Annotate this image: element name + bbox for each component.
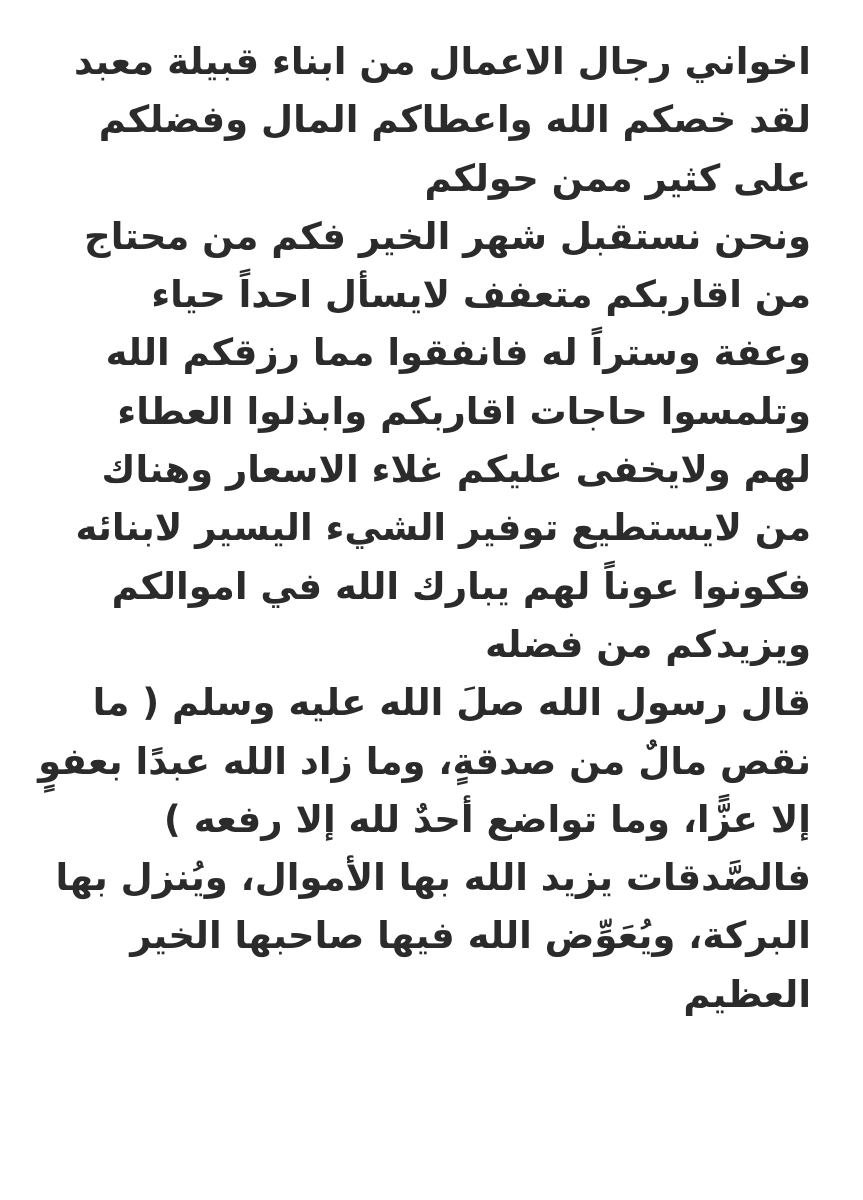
message-body — [21, 33, 811, 1024]
text-line: إلا عزًّا، وما تواضع أحدٌ لله إلا رفعه ) — [163, 797, 811, 841]
text-line: من اقاربكم متعفف لايسأل احداً حياء — [151, 273, 811, 317]
text-line: لقد خصكم الله واعطاكم المال وفضلكم — [98, 98, 811, 142]
text-line: على كثير ممن حولكم — [424, 156, 811, 200]
text-line: العظيم — [683, 972, 811, 1016]
cropped-heading — [238, 0, 618, 8]
text-line: ونحن نستقبل شهر الخير فكم من محتاج — [84, 214, 811, 258]
text-line: من لايستطيع توفير الشيء اليسير لابنائه — [75, 506, 811, 550]
text-line: وعفة وستراً له فانفقوا مما رزقكم الله — [105, 331, 811, 375]
text-line: لهم ولايخفى عليكم غلاء الاسعار وهناك — [101, 448, 811, 492]
text-line: ويزيدكم من فضله — [485, 622, 811, 666]
text-line: وتلمسوا حاجات اقاربكم وابذلوا العطاء — [117, 389, 811, 433]
text-line: قال رسول الله صلَ الله عليه وسلم ( ما — [92, 681, 811, 725]
text-line: اخواني رجال الاعمال من ابناء قبيلة معبد — [73, 40, 811, 83]
text-line: فالصَّدقات يزيد الله بها الأموال، ويُنزل بها — [55, 856, 811, 900]
text-line: البركة، ويُعَوِّض الله فيها صاحبها الخير — [130, 914, 811, 958]
text-line: فكونوا عوناً لهم يبارك الله في اموالكم — [111, 564, 811, 608]
text-line: نقص مالٌ من صدقةٍ، وما زاد الله عبدًا بعفوٍ — [38, 739, 811, 783]
